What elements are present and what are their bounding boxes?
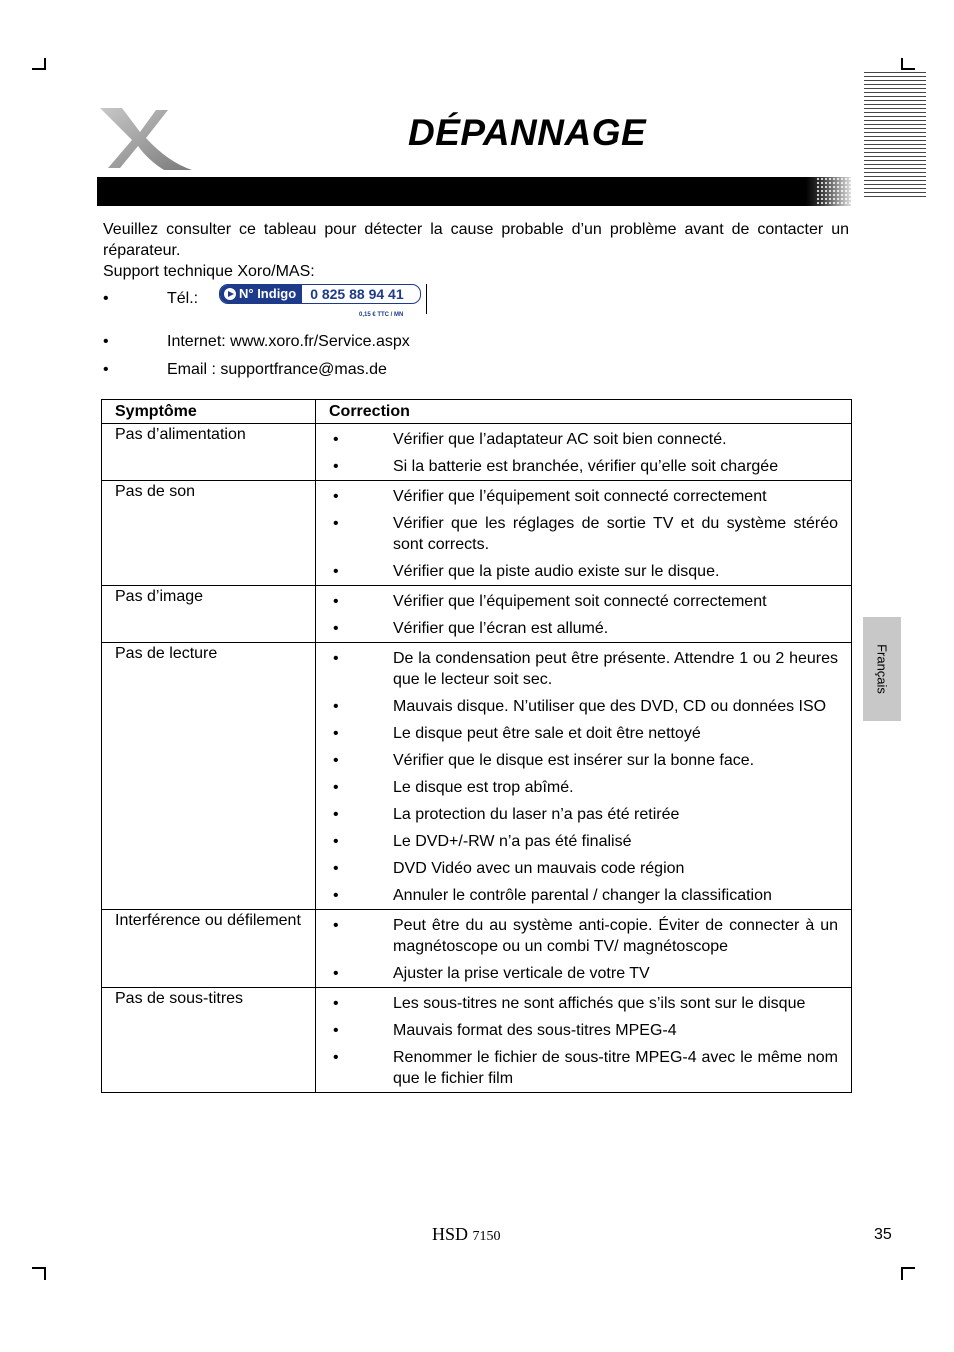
header-correction: Correction [316,400,852,424]
bullet: • [333,779,339,796]
correction-text: Les sous-titres ne sont affichés que s’ils sont sur le disque [393,995,806,1012]
page-number: 35 [874,1226,892,1243]
list-item [316,1047,838,1089]
correction-cell [316,481,852,586]
list-item [316,429,838,450]
indigo-divider [426,284,427,314]
bullet: • [333,698,339,715]
crop-mark-top-left [44,58,46,70]
bullet: • [333,965,339,982]
list-item [316,1020,838,1041]
list-item [316,723,838,744]
correction-text: Vérifier que l’équipement soit connecté correctement [393,488,767,505]
correction-list [316,648,838,906]
bullet: • [333,515,339,532]
list-item [316,750,838,771]
support-label: Support technique Xoro/MAS: [103,263,315,280]
correction-text: Mauvais format des sous-titres MPEG-4 [393,1022,677,1039]
correction-text: Le disque est trop abîmé. [393,779,574,796]
bullet: • [333,860,339,877]
symptom-cell: Pas de son [102,481,316,586]
bullet: • [103,333,109,350]
correction-text: De la condensation peut être présente. Attendre 1 ou 2 heures que le lecteur soit sec. [393,650,838,688]
bullet: • [333,1022,339,1039]
table-row [102,910,852,988]
table-row [102,424,852,481]
bullet: • [103,290,109,307]
bullet: • [333,917,339,934]
correction-text: Si la batterie est branchée, vérifier qu’elle soit chargée [393,458,779,475]
correction-text: Vérifier que l’adaptateur AC soit bien connecté. [393,431,727,448]
table-row [102,988,852,1093]
correction-list [316,993,838,1089]
list-item [316,696,838,717]
indigo-number-badge [219,284,429,316]
indigo-number: 0 825 88 94 41 [310,286,404,302]
correction-cell [316,910,852,988]
table-row [102,586,852,643]
correction-list [316,915,838,984]
list-item [316,963,838,984]
correction-text: Vérifier que le disque est insérer sur la bonne face. [393,752,755,769]
list-item [316,777,838,798]
list-item [316,618,838,639]
crop-mark-top-right [901,68,915,70]
correction-text: Vérifier que l’écran est allumé. [393,620,609,637]
list-item [316,915,838,957]
correction-text: DVD Vidéo avec un mauvais code région [393,860,685,877]
table-body [102,424,852,1093]
model-name: HSD [432,1224,469,1244]
bullet: • [333,887,339,904]
header-bar-dots [816,177,852,206]
bullet: • [333,593,339,610]
list-item [316,561,838,582]
crop-mark-bottom-right [901,1267,903,1280]
internet-link[interactable]: Internet: www.xoro.fr/Service.aspx [167,333,410,350]
symptom-cell: Pas de sous-titres [102,988,316,1093]
tel-label: Tél.: [167,290,199,307]
correction-list [316,486,838,582]
list-item [316,486,838,507]
correction-text: Peut être du au système anti-copie. Éviter de connecter à un magnétoscope ou un combi TV/ magnétoscope [393,917,838,955]
correction-text: Annuler le contrôle parental / changer la classification [393,887,772,904]
crop-mark-top-right [901,58,903,70]
troubleshooting-table [101,399,852,1093]
xoro-x-logo-icon [94,104,194,172]
symptom-cell: Pas d’alimentation [102,424,316,481]
list-item [316,993,838,1014]
intro-text [103,219,849,282]
bullet: • [333,458,339,475]
correction-list [316,429,838,477]
bullet: • [333,620,339,637]
bullet: • [333,806,339,823]
symptom-cell: Pas de lecture [102,643,316,910]
correction-text: Le disque peut être sale et doit être nettoyé [393,725,701,742]
bullet: • [333,833,339,850]
correction-text: Vérifier que l’équipement soit connecté correctement [393,593,767,610]
indigo-tarif: 0,15 € TTC / MN [359,312,404,318]
crop-mark-bottom-left [44,1267,46,1280]
list-item [316,513,838,555]
list-item [316,885,838,906]
list-item [316,831,838,852]
bullet: • [333,431,339,448]
symptom-cell: Pas d’image [102,586,316,643]
correction-text: Vérifier que les réglages de sortie TV et du système stéréo sont corrects. [393,515,838,553]
header-symptom: Symptôme [102,400,316,424]
symptom-cell: Interférence ou défilement [102,910,316,988]
bullet: • [333,995,339,1012]
table-header-row [102,400,852,424]
list-item [316,591,838,612]
table-row [102,481,852,586]
list-item [316,456,838,477]
footer-model [432,1224,501,1245]
correction-text: La protection du laser n’a pas été retirée [393,806,680,823]
correction-list [316,591,838,639]
table-row [102,643,852,910]
email-link[interactable]: Email : supportfrance@mas.de [167,361,387,378]
correction-cell [316,586,852,643]
indigo-brand: N° Indigo [239,286,297,301]
header-bar [97,177,851,206]
bullet: • [333,725,339,742]
correction-text: Le DVD+/-RW n’a pas été finalisé [393,833,632,850]
bullet: • [333,752,339,769]
bullet: • [333,650,339,667]
list-item [316,648,838,690]
correction-cell [316,643,852,910]
intro-paragraph: Veuillez consulter ce tableau pour détecter la cause probable d’un problème avant de contacter un réparateur. [103,221,849,259]
list-item [316,804,838,825]
correction-text: Mauvais disque. N’utiliser que des DVD, CD ou données ISO [393,698,827,715]
bullet: • [333,563,339,580]
bullet: • [333,488,339,505]
correction-text: Renommer le fichier de sous-titre MPEG-4 avec le même nom que le fichier film [393,1049,838,1087]
language-tab [863,617,901,721]
correction-text: Ajuster la prise verticale de votre TV [393,965,650,982]
decorative-stripes [864,72,926,200]
correction-text: Vérifier que la piste audio existe sur le disque. [393,563,720,580]
bullet: • [103,361,109,378]
page-title: DÉPANNAGE [408,112,647,153]
play-icon [224,288,236,300]
language-tab-label: Français [874,644,890,694]
list-item [316,858,838,879]
correction-cell [316,424,852,481]
crop-mark-bottom-right [901,1267,915,1269]
model-number: 7150 [472,1229,501,1244]
bullet: • [333,1049,339,1066]
correction-cell [316,988,852,1093]
